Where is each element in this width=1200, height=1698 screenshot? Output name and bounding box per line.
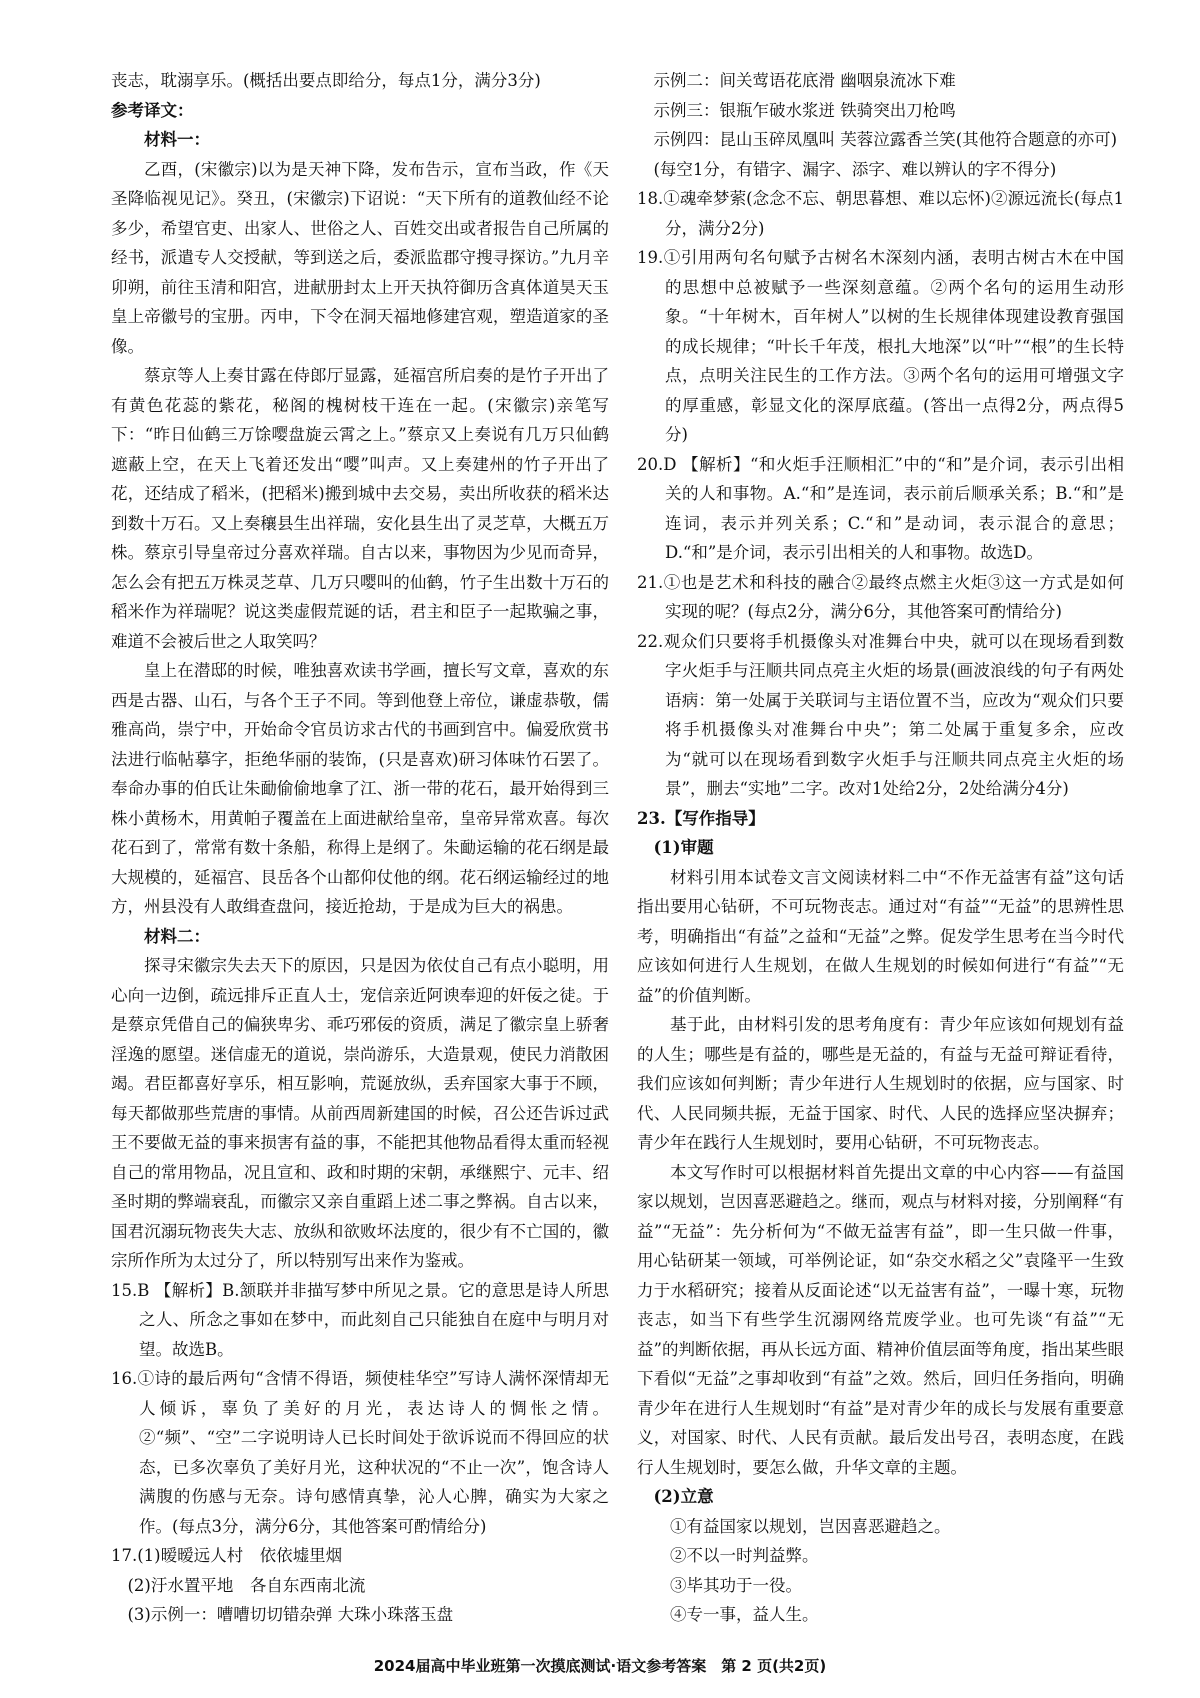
right-paragraph: ②不以一时判益弊。	[670, 1546, 819, 1565]
left-paragraph: (3)示例一：嘈嘈切切错杂弹 大珠小珠落玉盘	[127, 1605, 454, 1624]
left-paragraph: 探寻宋徽宗失去天下的原因，只是因为依仗自己有点小聪明，用心向一边倒，疏远排斥正直人士，宠信亲近阿谀奉迎的奸佞之徒。于是蔡京凭借自己的偏狭卑劣、乖巧邪佞的资质，满足了徽宗皇上骄奢淫逸的愿望。迷信虚无的道说，崇尚游乐，大造景观，使民力消散困竭。君臣都喜好享乐，相互影响，荒诞放纵，丢弃国家大事于不顾，每天都做那些荒唐的事情。从前西周新建国的时候，召公还告诉过武王不要做无益的事来损害有益的事，不能把其他物品看得太重而轻视自己的常用物品，况且宣和、政和时期的宋朝，承继熙宁、元丰、绍圣时期的弊端衰乱，而徽宗又亲自重蹈上述二事之弊祸。自古以来，国君沉溺玩物丧失大志、放纵和欲败坏法度的，很少有不亡国的，徽宗所作所为太过分了，所以特别写出来作为鉴戒。	[111, 956, 609, 1270]
left-paragraph: 17.(1)暧暧远人村 依依墟里烟	[111, 1546, 343, 1565]
right-paragraph: (1)审题	[653, 838, 714, 857]
right-paragraph: 示例三：银瓶乍破水浆迸 铁骑突出刀枪鸣	[653, 100, 956, 120]
left-paragraph: 材料一：	[144, 130, 210, 149]
right-paragraph: 19.①引用两句名句赋予古树名木深刻内涵，表明古树古木在中国的思想中总被赋予一些深刻意蕴。②两个名句的运用生动形象。“十年树木，百年树人”以树的生长规律体现建设教育强国的成长规律；“叶长千年茂，根扎大地深”以“叶”“根”的生长特点，点明关注民生的工作方法。③两个名句的运用可增强文字的厚重感，彰显文化的深厚底蕴。(答出一点得2分，两点得5分)	[637, 248, 1124, 444]
left-paragraph: 皇上在潜邸的时候，唯独喜欢读书学画，擅长写文章，喜欢的东西是古器、山石，与各个王子不同。等到他登上帝位，谦虚恭敬，儒雅高尚，崇宁中，开始命令官员访求古代的书画到宫中。偏爱欣赏书法进行临帖摹字，拒绝华丽的装饰，(只是喜欢)研习体味竹石罢了。奉命办事的伯氏让朱勔偷偷地拿了江、浙一带的花石，最开始得到三株小黄杨木，用黄帕子覆盖在上面进献给皇帝，皇帝异常欢喜。每次花石到了，常常有数十条船，称得上是纲了。朱勔运输的花石纲是最大规模的，延福宫、艮岳各个山都仰仗他的纲。花石纲运输经过的地方，州县没有人敢缉查盘问，接近抢劫，于是成为巨大的祸患。	[111, 661, 609, 916]
left-paragraph: 乙酉，(宋徽宗)以为是天神下降，发布告示，宣布当政，作《天圣降临视见记》。癸丑，(宋徽宗)下诏说：“天下所有的道教仙经不论多少，希望官吏、出家人、世俗之人、百姓交出或者报告自己所属的经书，派遣专人交授献，等到送之后，委派监郡守搜寻探访。”九月辛卯朔，前往玉清和阳宫，进献册封太上开天执符御历含真体道昊天玉皇上帝徽号的宝册。丙申，下令在洞天福地修建宫观，塑造道家的圣像。	[111, 159, 609, 356]
right-paragraph: ①有益国家以规划，岂因喜恶避趋之。	[670, 1516, 951, 1536]
left-paragraph: 蔡京等人上奏甘露在侍郎厅显露，延福宫所启奏的是竹子开出了有黄色花蕊的紫花，秘阁的槐树枝干连在一起。(宋徽宗)亲笔写下：“昨日仙鹤三万馀嘤盘旋云霄之上。”蔡京又上奏说有几万只仙鹤遮蔽上空，在天上飞着还发出“嘤”叫声。又上奏建州的竹子开出了花，还结成了稻米，(把稻米)搬到城中去交易，卖出所收获的稻米达到数十万石。又上奏穰县生出祥瑞，安化县生出了灵芝草，大概五万株。蔡京引导皇帝过分喜欢祥瑞。自古以来，事物因为少见而奇异，怎么会有把五万株灵芝草、几万只嘤叫的仙鹤，竹子生出数十万石的稻米作为祥瑞呢？说这类虚假荒诞的话，君主和臣子一起欺骗之事，难道不会被后世之人取笑吗？	[111, 366, 609, 651]
left-paragraph: 16.①诗的最后两句“含情不得语，频使桂华空”写诗人满怀深情却无人倾诉，辜负了美好的月光，表达诗人的惆怅之情。②“频”、“空”二字说明诗人已长时间处于欲诉说而不得回应的状态，已多次辜负了美好月光，这种状况的“不止一次”，饱含诗人满腹的伤感与无奈。诗句感情真挚，沁人心脾，确实为大家之作。(每点3分，满分6分，其他答案可酌情给分)	[111, 1369, 609, 1536]
right-paragraph: 20.D 【解析】“和火炬手汪顺相汇”中的“和”是介词，表示引出相关的人和事物。A.“和”是连词，表示前后顺承关系；B.“和”是连词，表示并列关系；C.“和”是动词，表示混合的意思；D.“和”是介词，表示引出相关的人和事物。故选D。	[637, 454, 1124, 562]
right-paragraph: 本文写作时可以根据材料首先提出文章的中心内容——有益国家以规划，岂因喜恶避趋之。继而，观点与材料对接，分别阐释“有益”“无益”：先分析何为“不做无益害有益”，即一生只做一件事，用心钻研某一领域，可举例论证，如“杂交水稻之父”袁隆平一生致力于水稻研究；接着从反面论述“以无益害有益”，一曝十寒，玩物丧志，如当下有些学生沉溺网络荒废学业。也可先谈“有益”“无益”的判断依据，再从长远方面、精神价值层面等角度，指出某些眼下看似“无益”之事却收到“有益”之效。然后，回归任务指向，明确青少年在进行人生规划时“有益”是对青少年的成长与发展有重要意义，对国家、时代、人民有贡献。最后发出号召，表明态度，在践行人生规划时，要怎么做，升华文章的主题。	[637, 1162, 1124, 1477]
right-paragraph: 示例二：间关莺语花底滑 幽咽泉流冰下难	[653, 71, 956, 90]
right-paragraph: (每空1分，有错字、漏字、添字、难以辨认的字不得分)	[653, 159, 1057, 179]
right-paragraph: (2)立意	[653, 1487, 714, 1506]
right-paragraph: ④专一事，益人生。	[670, 1605, 819, 1624]
right-paragraph: 18.①魂牵梦萦(念念不忘、朝思暮想、难以忘怀)②源远流长(每点1分，满分2分)	[637, 189, 1124, 238]
left-paragraph: (2)汙水置平地 各自东西南北流	[127, 1575, 366, 1595]
left-paragraph: 丧志，耽溺享乐。(概括出要点即给分，每点1分，满分3分)	[111, 71, 541, 90]
left-paragraph: 材料二：	[144, 926, 210, 946]
right-paragraph: 材料引用本试卷文言文阅读材料二中“不作无益害有益”这句话指出要用心钻研，不可玩物丧志。通过对“有益”“无益”的思辨性思考，明确指出“有益”之益和“无益”之弊。促发学生思考在当今时代应该如何进行人生规划，在做人生规划的时候如何进行“有益”“无益”的价值判断。	[637, 867, 1124, 1005]
right-paragraph: ③毕其功于一役。	[670, 1575, 802, 1595]
left-paragraph: 15.B 【解析】B.颔联并非描写梦中所见之景。它的意思是诗人所思之人、所念之事如在梦中，而此刻自己只能独自在庭中与明月对望。故选B。	[111, 1280, 609, 1359]
right-column	[637, 66, 1124, 1630]
right-paragraph: 22.观众们只要将手机摄像头对准舞台中央，就可以在现场看到数字火炬手与汪顺共同点亮主火炬的场景(画波浪线的句子有两处语病：第一处属于关联词与主语位置不当，应改为“观众们只要将手机摄像头对准舞台中央”；第二处属于重复多余，应改为“就可以在现场看到数字火炬手与汪顺共同点亮主火炬的场景”，删去“实地”二字。改对1处给2分，2处给满分4分)	[637, 631, 1124, 798]
right-paragraph: 23.【写作指导】	[637, 808, 765, 828]
right-paragraph: 示例四：昆山玉碎凤凰叫 芙蓉泣露香兰笑(其他符合题意的亦可)	[653, 130, 1118, 149]
left-column	[111, 66, 609, 1630]
right-paragraph: 21.①也是艺术和科技的融合②最终点燃主火炬③这一方式是如何实现的呢？(每点2分，满分6分，其他答案可酌情给分)	[637, 572, 1124, 621]
right-paragraph: 基于此，由材料引发的思考角度有：青少年应该如何规划有益的人生；哪些是有益的，哪些是无益的，有益与无益可辩证看待，我们应该如何判断；青少年进行人生规划时的依据，应与国家、时代、人民同频共振，无益于国家、时代、人民的选择应坚决摒弃；青少年在践行人生规划时，要用心钻研，不可玩物丧志。	[637, 1015, 1124, 1152]
left-paragraph: 参考译文：	[111, 100, 194, 120]
page-footer: 2024届高中毕业班第一次摸底测试·语文参考答案 第 2 页(共2页)	[373, 1657, 827, 1675]
